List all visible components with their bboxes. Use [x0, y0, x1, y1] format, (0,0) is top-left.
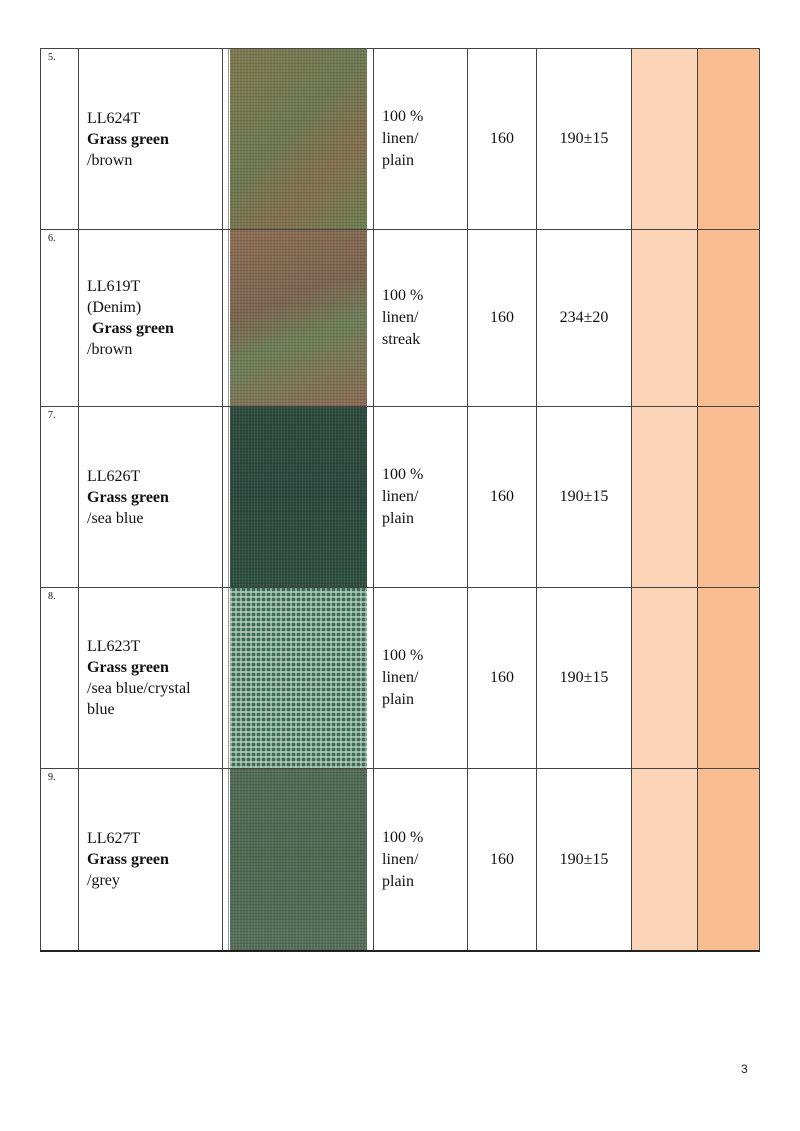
row-number: 8.	[41, 588, 79, 769]
page-number: 3	[741, 1062, 748, 1076]
fabric-width: 160	[468, 407, 537, 588]
fabric-weight: 190±15	[537, 588, 632, 769]
fabric-width: 160	[468, 769, 537, 952]
fabric-color-main: Grass green	[87, 851, 169, 868]
fabric-color-main: Grass green	[87, 130, 169, 148]
fabric-weight: 190±15	[537, 407, 632, 588]
fabric-composition: 100 % linen/ plain	[374, 769, 468, 952]
table-row	[41, 49, 760, 230]
fabric-composition: 100 % linen/ plain	[374, 588, 468, 769]
tint-column-a	[632, 769, 698, 952]
fabric-color-rest: /sea blue/crystal	[87, 680, 191, 697]
fabric-extra: (Denim)	[87, 299, 142, 316]
table-row	[41, 407, 760, 588]
fabric-swatch-image	[230, 769, 367, 950]
fabric-description	[79, 769, 223, 952]
fabric-width: 160	[468, 49, 537, 230]
row-number: 7.	[41, 407, 79, 588]
fabric-weight: 234±20	[537, 230, 632, 407]
row-number: 6.	[41, 230, 79, 407]
row-number: 9.	[41, 769, 79, 952]
fabric-code: LL619T	[87, 278, 141, 295]
fabric-composition: 100 % linen/ plain	[374, 407, 468, 588]
fabric-composition: 100 % linen/ plain	[374, 49, 468, 230]
fabric-swatch-cell	[223, 769, 374, 952]
fabric-width: 160	[468, 230, 537, 407]
fabric-color-main: Grass green	[87, 659, 169, 676]
fabric-color-main: Grass green	[87, 488, 169, 506]
fabric-color-main: Grass green	[92, 320, 174, 337]
fabric-code: LL623T	[87, 638, 141, 655]
row-number: 5.	[41, 49, 79, 230]
tint-column-b	[698, 49, 760, 230]
tint-column-a	[632, 588, 698, 769]
table-row	[41, 588, 760, 769]
tint-column-b	[698, 769, 760, 952]
fabric-swatch-image	[230, 230, 367, 406]
fabric-color-rest: /grey	[87, 872, 120, 889]
fabric-description	[79, 588, 223, 769]
tint-column-a	[632, 407, 698, 588]
fabric-swatch-image	[230, 49, 367, 229]
fabric-swatch-cell	[223, 230, 374, 407]
table-row	[41, 230, 760, 407]
fabric-description	[79, 230, 223, 407]
fabric-code: LL626T	[87, 467, 141, 485]
fabric-catalog-table	[40, 48, 760, 952]
fabric-swatch-cell	[223, 588, 374, 769]
fabric-color-rest: /sea blue	[87, 509, 144, 527]
tint-column-b	[698, 407, 760, 588]
fabric-composition: 100 % linen/ streak	[374, 230, 468, 407]
tint-column-b	[698, 230, 760, 407]
fabric-description	[79, 407, 223, 588]
fabric-code: LL624T	[87, 109, 141, 127]
tint-column-a	[632, 49, 698, 230]
fabric-color-rest-2: blue	[87, 701, 115, 718]
fabric-description	[79, 49, 223, 230]
fabric-width: 160	[468, 588, 537, 769]
tint-column-a	[632, 230, 698, 407]
fabric-weight: 190±15	[537, 49, 632, 230]
table-row	[41, 769, 760, 952]
fabric-weight: 190±15	[537, 769, 632, 952]
fabric-swatch-cell	[223, 407, 374, 588]
fabric-swatch-cell	[223, 49, 374, 230]
fabric-color-rest: /brown	[87, 341, 133, 358]
fabric-swatch-image	[230, 588, 367, 768]
fabric-swatch-image	[230, 407, 367, 587]
fabric-code: LL627T	[87, 830, 141, 847]
tint-column-b	[698, 588, 760, 769]
fabric-color-rest: /brown	[87, 151, 133, 169]
